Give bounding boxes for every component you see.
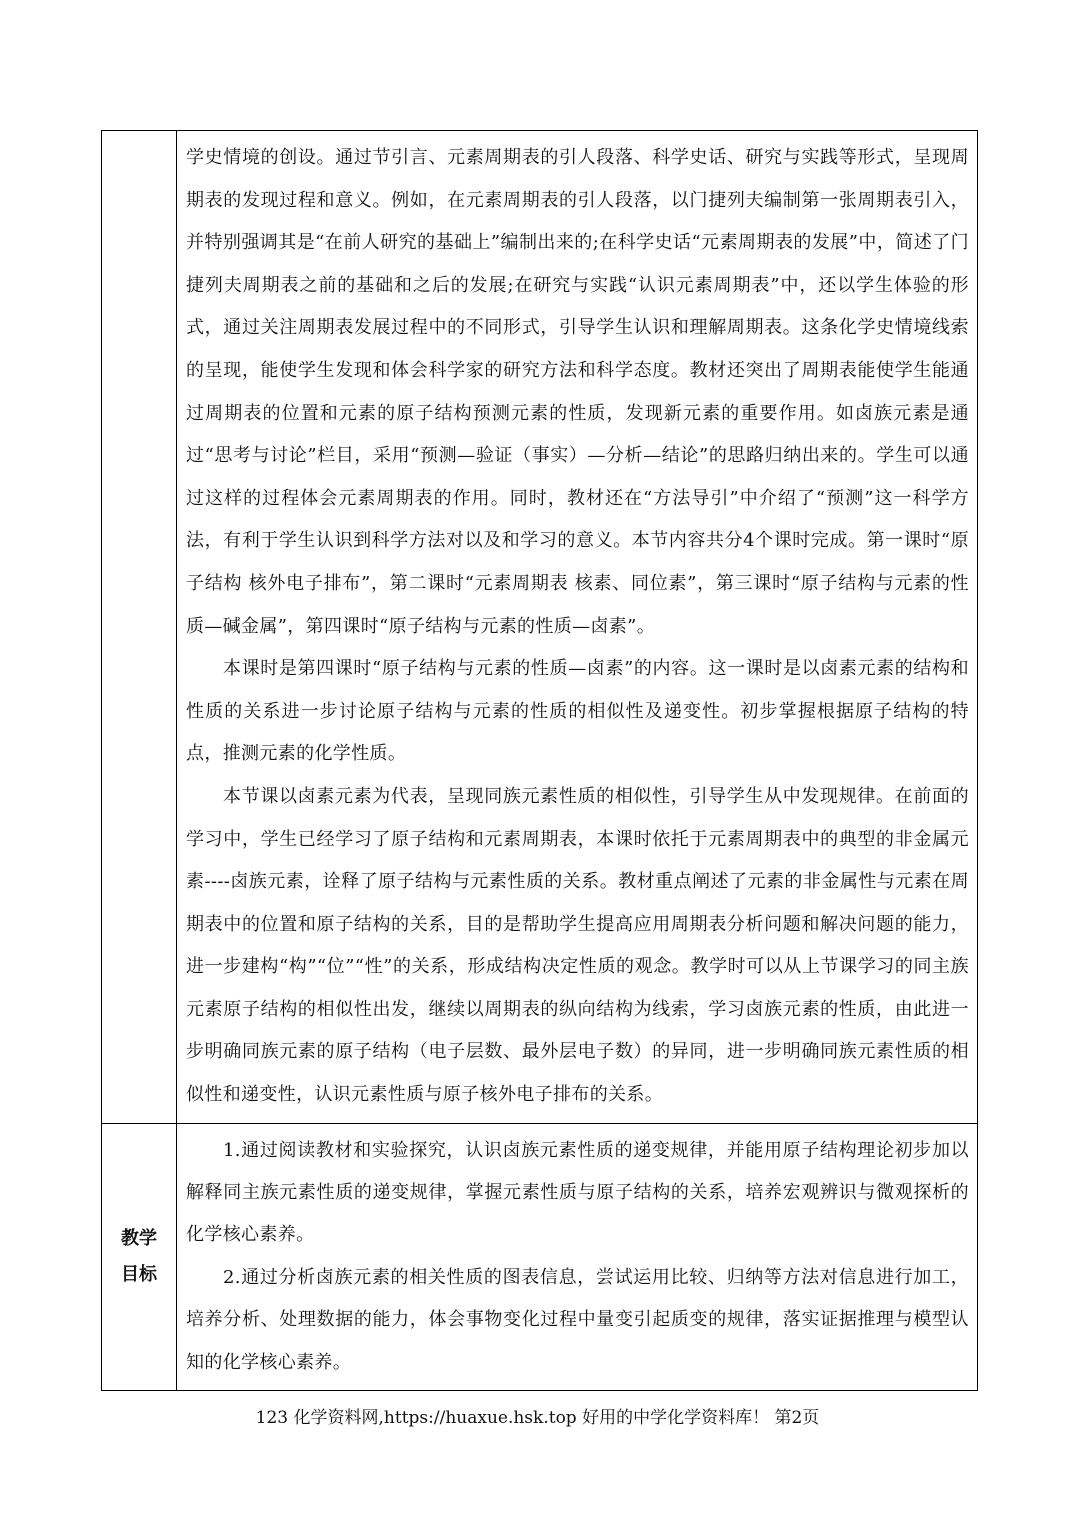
background-paragraph-1: 学史情境的创设。通过节引言、元素周期表的引人段落、科学史话、研究与实践等形式，呈现周期表的发现过程和意义。例如，在元素周期表的引人段落，以门捷列夫编制第一张周期表引入，并特别强调其是“在前人研究的基础上”编制出来的;在科学史话“元素周期表的发展”中，简述了门捷列夫周期表之前的基础和之后的发展;在研究与实践“认识元素周期表”中，还以学生体验的形式，通过关注周期表发展过程中的不同形式，引导学生认识和理解周期表。这条化学史情境线索的呈现，能使学生发现和体会科学家的研究方法和科学态度。教材还突出了周期表能使学生能通过周期表的位置和元素的原子结构预测元素的性质，发现新元素的重要作用。如卤族元素是通过“思考与讨论”栏目，采用“预测—验证（事实）—分析—结论”的思路归纳出来的。学生可以通过这样的过程体会元素周期表的作用。同时，教材还在“方法导引”中介绍了“预测”这一科学方法，有利于学生认识到科学方法对以及和学习的意义。本节内容共分4个课时完成。第一课时“原子结构 核外电子排布”，第二课时“元素周期表 核素、同位素”，第三课时“原子结构与元素的性质—碱金属”，第四课时“原子结构与元素的性质—卤素”。 xyxy=(186,147,969,637)
background-paragraph-3: 本节课以卤素元素为代表，呈现同族元素性质的相似性，引导学生从中发现规律。在前面的学习中，学生已经学习了原子结构和元素周期表，本课时依托于元素周期表中的典型的非金属元素----卤族元素，诠释了原子结构与元素性质的关系。教材重点阐述了元素的非金属性与元素在周期表中的位置和原子结构的关系，目的是帮助学生提高应用周期表分析问题和解决问题的能力，进一步建构“构”“位”“性”的关系，形成结构决定性质的观念。教学时可以从上节课学习的同主族元素原子结构的相似性出发，继续以周期表的纵向结构为线索，学习卤族元素的性质，由此进一步明确同族元素的原子结构（电子层数、最外层电子数）的异同，进一步明确同族元素性质的相似性和递变性，认识元素性质与原子核外电子排布的关系。 xyxy=(186,785,969,1106)
goals-content-cell xyxy=(177,1123,978,1390)
background-row xyxy=(102,131,978,1124)
goal-item-2: 2.通过分析卤族元素的相关性质的图表信息，尝试运用比较、归纳等方法对信息进行加工，培养分析、处理数据的能力，体会事物变化过程中量变引起质变的规律，落实证据推理与模型认知的化学核心素养。 xyxy=(186,1266,969,1373)
page-footer: 123 化学资料网,https://huaxue.hsk.top 好用的中学化学资料库！ 第2页 xyxy=(255,1408,820,1428)
goals-label-line-2: 目标 xyxy=(121,1263,157,1285)
goals-label-line-1: 教学 xyxy=(121,1227,157,1249)
lesson-plan-table xyxy=(101,130,978,1391)
goals-label-cell xyxy=(102,1123,177,1390)
goals-row xyxy=(102,1123,978,1390)
goal-item-1: 1.通过阅读教材和实验探究，认识卤族元素性质的递变规律，并能用原子结构理论初步加以解释同主族元素性质的递变规律，掌握元素性质与原子结构的关系，培养宏观辨识与微观探析的化学核心素养。 xyxy=(186,1139,969,1246)
background-label-cell xyxy=(102,131,177,1124)
background-paragraph-2: 本课时是第四课时“原子结构与元素的性质—卤素”的内容。这一课时是以卤素元素的结构和性质的关系进一步讨论原子结构与元素的性质的相似性及递变性。初步掌握根据原子结构的特点，推测元素的化学性质。 xyxy=(186,658,969,765)
background-content-cell xyxy=(177,131,978,1124)
